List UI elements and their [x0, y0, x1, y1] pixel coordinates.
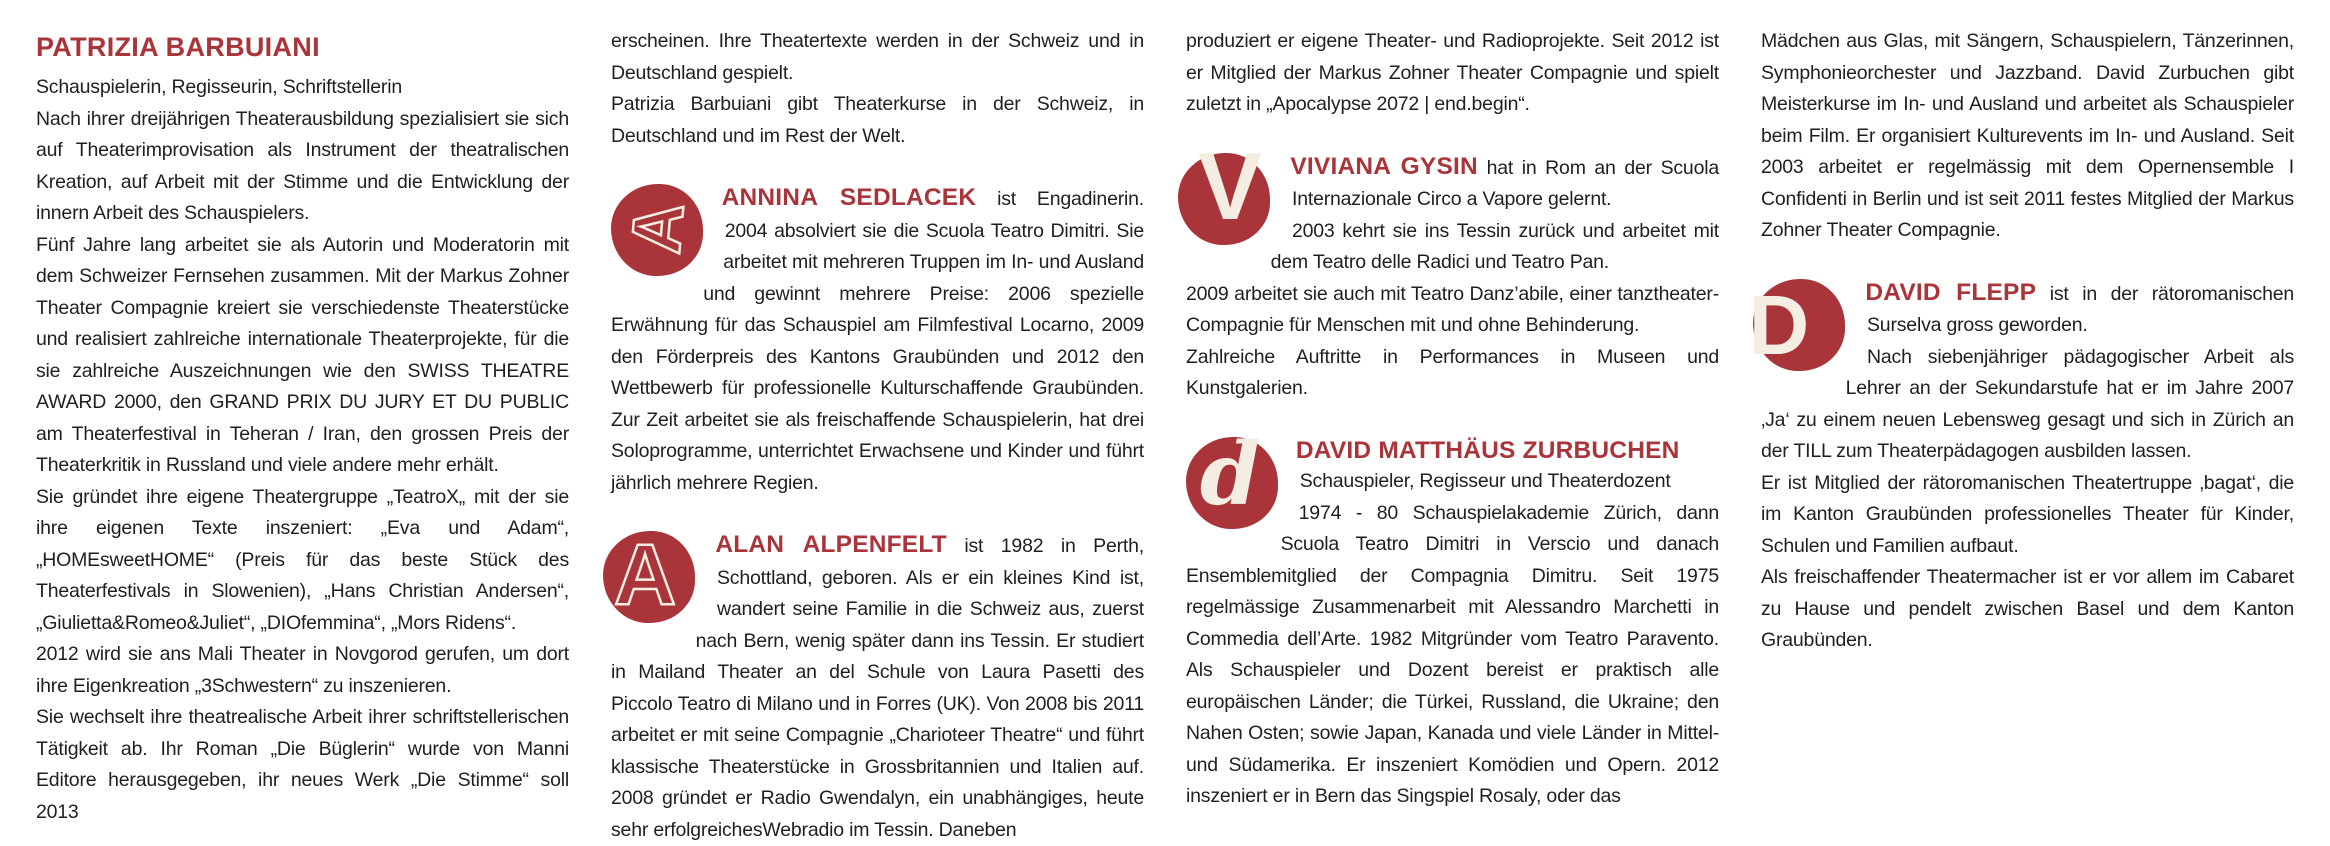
bio-paragraph: Als freischaffender Theatermacher ist er vor allem im Cabaret zu Hause und pendelt zwischen Basel und dem Kanton Graubünden.: [1761, 566, 2294, 651]
column-2: [611, 26, 1145, 841]
badge-letter-d-script-icon: d: [1199, 423, 1261, 525]
bio-paragraph: Zahlreiche Auftritte in Performances in Museen und Kunstgalerien.: [1186, 345, 1719, 399]
artist-role: Schauspieler, Regisseur und Theaterdozent: [1299, 470, 1671, 492]
bio-paragraph: Er ist Mitglied der rätoromanischen Theatertruppe ‚bagat‘, die im Kanton Graubünden professionelles Theater für Kinder, Schulen und Familien aufbaut.: [1761, 471, 2294, 557]
bio-paragraph-continued: erscheinen. Ihre Theatertexte werden in der Schweiz und in Deutschland gespielt.: [611, 30, 1144, 84]
bio-viviana-gysin: [1186, 132, 1719, 405]
artist-role: Schauspielerin, Regisseurin, Schriftstellerin: [36, 76, 403, 98]
artist-name-patrizia-barbuiani: PATRIZIA BARBUIANI: [36, 32, 320, 62]
bio-paragraph-continued: Mädchen aus Glas, mit Sängern, Schauspielern, Tänzerinnen, Symphonieorchester und Jazzband. David Zurbuchen gibt Meisterkurse im In- und Ausland und arbeitet als Schauspieler beim Film. Er organisiert Kulturevents im In- und Ausland. Seit 2003 arbeitet er regelmässig mit dem Opernensemble I Confidenti in Berlin und ist seit 2011 festes Mitglied der Markus Zohner Theater Compagnie.: [1761, 30, 2294, 241]
column-1: [36, 26, 569, 823]
badge-letter-v-icon: V: [1197, 132, 1263, 240]
viviana-letter-badge: [1178, 132, 1270, 245]
flepp-letter-badge: [1748, 277, 1845, 372]
bio-paragraph: Sie wechselt ihre theatrealische Arbeit ihrer schriftstellerischen Tätigkeit ab. Ihr Roman „Die Büglerin“ wurde von Manni Editore herausgegeben, ihr neues Werk „Die Stimme“ soll 2013: [36, 706, 569, 823]
zurbuchen-letter-badge: [1186, 423, 1278, 529]
column-4: [1748, 26, 2295, 806]
bio-annina-sedlacek: [611, 182, 1144, 499]
bio-paragraph: Nach siebenjähriger pädagogischer Arbeit als Lehrer an der Sekundarstufe hat er im Jahre 2007 ‚Ja‘ zu einem neuen Lebensweg gesagt und sich in Zürich an der TILL zum Theaterpädagogen ausbilden lassen.: [1761, 345, 2294, 462]
bio-run-in-text: ist Engadinerin. 2004 absolviert sie die Scuola Teatro Dimitri. Sie arbeitet mit mehreren Truppen im In- und Ausland und gewinnt mehrere Preise: 2006 spezielle Erwähnung für das Schauspiel am Filmfestival Locarno, 2009 den Förderpreis des Kantons Graubünden und 2012 den Wettbewerb für professionelle Kulturschaffende Graubünden. Zur Zeit arbeitet sie als freischaffende Schauspielerin, hat drei Soloprogramme, unterrichtet Erwachsene und Kinder und führt jährlich mehrere Regien.: [611, 188, 1145, 494]
bio-paragraph: 2003 kehrt sie ins Tessin zurück und arbeitet mit dem Teatro delle Radici und Teatro Pan.: [1270, 219, 1719, 273]
bio-run-in-text: ist 1982 in Perth, Schottland, geboren. Als er ein kleines Kind ist, wandert seine Familie in die Schweiz aus, zuerst nach Bern, wenig später dann ins Tessin. Er studiert in Mailand Theater an del Schule von Laura Pasetti des Piccolo Teatro di Milano und in Forres (UK). Von 2008 bis 2011 arbeitet er mit seine Compagnie „Charioteer Theatre“ und führt klassische Theaterstücke in Grossbritannien und Italien auf. 2008 gründet er Radio Gwendalyn, ein unabhängiges, heute sehr erfolgreichesWebradio im Tessin. Daneben: [611, 535, 1144, 841]
bio-paragraph: Sie gründet ihre eigene Theatergruppe „TeatroX„ mit der sie ihre eigenen Texte inszeniert: „Eva und Adam“, „HOMEsweetHOME“ (Preis für das beste Stück des Theaterfestivals in Slowenien), „Hans Christian Andersen“, „Giulietta&Romeo&Juliet“, „DIOfemmina“, „Mors Ridens“.: [36, 485, 569, 634]
bio-alan-alpenfelt: [611, 529, 1144, 846]
bio-paragraph: Nach ihrer dreijährigen Theaterausbildung spezialisiert sie sich auf Theaterimprovisation als Instrument der theatralischen Kreation, auf Arbeit mit der Stimme und die Entwicklung der innern Arbeit des Schauspielers.: [36, 107, 569, 224]
bio-paragraph: 2012 wird sie ans Mali Theater in Novgorod gerufen, um dort ihre Eigenkreation „3Schwestern“ zu inszenieren.: [36, 643, 569, 697]
badge-letter-d-icon: D: [1748, 277, 1810, 372]
bio-paragraph-continued: produziert er eigene Theater- und Radioprojekte. Seit 2012 ist er Mitglied der Markus Zohner Theater Compagnie und spielt zuletzt in „Apocalypse 2072 | end.begin“.: [1186, 30, 1719, 115]
artist-name-viviana-gysin: VIVIANA GYSIN: [1290, 152, 1478, 180]
bio-paragraph: 1974 - 80 Schauspielakademie Zürich, dann Scuola Teatro Dimitri in Verscio und danach Ensemblemitglied der Compagnia Dimitru. Seit 1975 regelmässige Zusammenarbeit mit Alessandro Marchetti in Commedia dell’Arte. 1982 Mitgründer vom Teatro Paravento. Als Schauspieler und Dozent bereist er praktisch alle europäischen Länder; die Türkei, Russland, die Ukraine; den Nahen Osten; sowie Japan, Kanada und viele Länder in Mittel- und Südamerika. Er inszeniert Komödien und Opern. 2012 inszeniert er in Bern das Singspiel Rosaly, oder das: [1186, 501, 1719, 807]
artist-name-annina-sedlacek: ANNINA SEDLACEK: [721, 184, 977, 211]
artist-name-david-flepp: DAVID FLEPP: [1865, 278, 2037, 306]
bio-paragraph: 2009 arbeitet sie auch mit Teatro Danz’abile, einer tanztheater-Compagnie für Menschen mit und ohne Behinderung.: [1186, 282, 1719, 336]
annina-letter-badge: [611, 184, 703, 276]
artist-name-david-matthaeus-zurbuchen: DAVID MATTHÄUS ZURBUCHEN: [1295, 436, 1680, 464]
badge-letter-a-rotated-icon: A: [616, 199, 699, 257]
bio-run-in-text: hat in Rom an der Scuola Internazionale Circo a Vapore gelernt.: [1292, 156, 1719, 210]
bio-run-in-text: ist in der rätoromanischen Surselva gross geworden.: [1867, 282, 2295, 336]
bio-paragraph: Patrizia Barbuiani gibt Theaterkurse in der Schweiz, in Deutschland und im Rest der Welt.: [611, 93, 1144, 147]
bio-paragraph: Fünf Jahre lang arbeitet sie als Autorin und Moderatorin mit dem Schweizer Fernsehen zusammen. Mit der Markus Zohner Theater Compagnie kreiert sie verschiedenste Theaterstücke und realisiert zahlreiche internationale Theaterprojekte, für die sie zahlreiche Auszeichnungen wie den SWISS THEATRE AWARD 2000, den GRAND PRIX DU JURY ET DU PUBLIC am Theaterfestival in Teheran / Iran, den grossen Preis der Theaterkritik in Russland und viele andere mehr erhält.: [36, 233, 569, 476]
bio-david-flepp: [1748, 277, 2295, 657]
bio-david-matthaeus-zurbuchen: [1186, 423, 1719, 813]
badge-letter-a-outline-icon: A: [613, 527, 677, 623]
alan-letter-badge: [603, 527, 695, 623]
artist-name-alan-alpenfelt: ALAN ALPENFELT: [715, 531, 947, 558]
column-3: [1186, 26, 1719, 806]
